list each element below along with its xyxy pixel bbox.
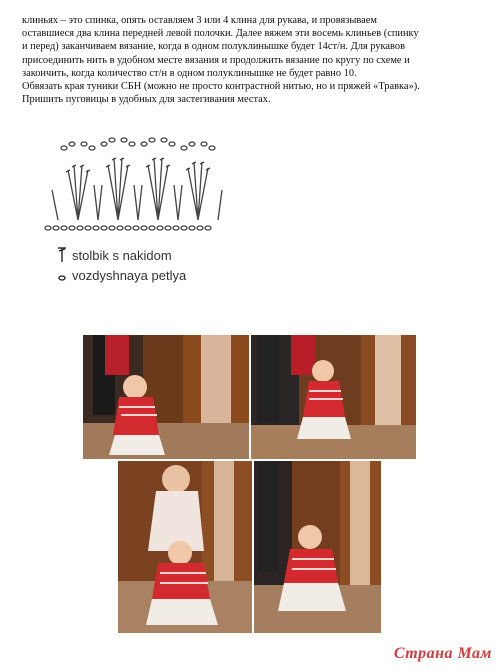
paragraph-line-3: и перед) заканчиваем вязание, когда в одном полуклинышке будет 14ст/н. Для рукавов bbox=[22, 41, 405, 53]
legend-ch bbox=[59, 268, 187, 283]
top-chain-loops bbox=[61, 138, 215, 150]
crochet-diagram bbox=[38, 130, 238, 300]
crochet-chart-image bbox=[38, 130, 238, 300]
photo-child-red-cardigan-4 bbox=[254, 461, 381, 633]
paragraph-line-5: закончить, когда количество ст/н в одном полуклинышке не будет равно 10. bbox=[22, 67, 357, 79]
photo-child-red-cardigan-3 bbox=[118, 461, 252, 633]
legend-dc bbox=[58, 248, 172, 263]
article-text bbox=[22, 14, 480, 106]
paragraph-line-6: Обвязать края туники СБН (можно не просто контрастной нитью, но и пряжей «Травка»). bbox=[22, 81, 420, 93]
legend-label-dc: stolbik s nakidom bbox=[72, 248, 172, 263]
legend-label-ch: vozdyshnaya petlya bbox=[72, 268, 187, 283]
paragraph-line-4: присоединить нить в удобном месте вязания и продолжить вязание по кругу по схеме и bbox=[22, 54, 410, 66]
fan-stitches bbox=[52, 158, 222, 220]
paragraph-line-2: оставшиеся два клина передней левой полочки. Далее вяжем эти восемь клиньев (спинку bbox=[22, 28, 419, 40]
photo-child-red-cardigan-1 bbox=[83, 335, 249, 459]
chain-stitch-icon bbox=[59, 276, 65, 280]
paragraph-line-7: Пришить пуговицы в удобных для застегивания местах. bbox=[22, 94, 271, 106]
paragraph-line-1: клиньях – это спинка, опять оставляем 3 или 4 клина для рукава, и провязываем bbox=[22, 15, 377, 26]
double-crochet-icon bbox=[58, 248, 66, 262]
photo-child-red-cardigan-2 bbox=[251, 335, 416, 459]
site-watermark: Страна Мам bbox=[393, 645, 492, 662]
chain-row bbox=[45, 226, 211, 230]
